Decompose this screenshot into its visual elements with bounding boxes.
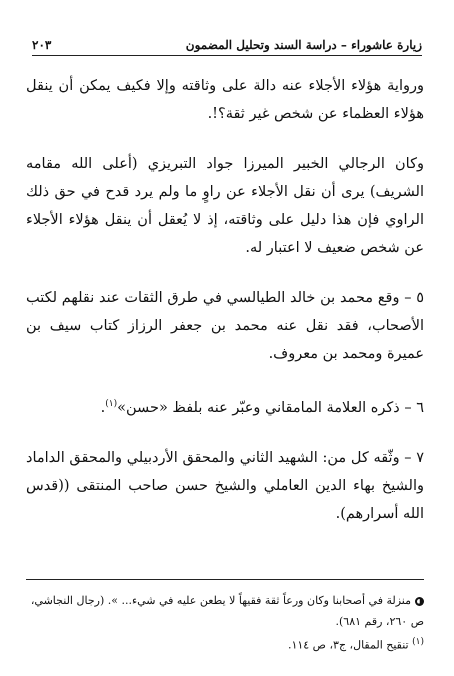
footnote-2-text: تنقيح المقال، ج٣، ص ١١٤. (287, 638, 409, 652)
footnotes (30, 590, 424, 656)
footnote-1 (30, 590, 424, 632)
paragraph-1: ورواية هؤلاء الأجلاء عنه دالة على وثاقته وإلا فكيف يمكن أن ينقل هؤلاء العظماء عن شخص غير ثقة؟!. (26, 78, 424, 122)
main-text (26, 72, 424, 528)
paragraph-7: ٧ – وثّقه كل من: الشهيد الثاني والمحقق الأردبيلي والمحقق الداماد والشيخ بهاء الدين العاملي والشيخ حسن صاحب المنتقى ((قدس الله أسرارهم). (26, 449, 424, 522)
footnote-divider (26, 579, 424, 580)
paragraph-6: ٦ – ذكره العلامة المامقاني وعبّر عنه بلفظ «حسن»$^{(١)}$. (100, 399, 424, 416)
running-header (32, 30, 422, 56)
footnote-ref: (١) (105, 399, 118, 409)
bullet-icon (415, 597, 424, 606)
paragraph-6-text: ٦ – ذكره العلامة المامقاني وعبّر عنه بلفظ «حسن» (117, 399, 424, 416)
footnote-2 (30, 632, 424, 656)
paragraph-5: ٥ – وقع محمد بن خالد الطيالسي في طرق الثقات عند نقلهم لكتب الأصحاب، فقد نقل عنه محمد بن جعفر الرزاز كتاب سيف بن عميرة ومحمد بن معروف. (26, 290, 424, 362)
header-title: زيارة عاشوراء – دراسة السند وتحليل المضمون (185, 38, 422, 52)
footnote-1-text: منزلة في أصحابنا وكان ورعاً ثقة فقيهاً لا يطعن عليه في شيء... ». (رجال النجاشي، ص ٢٦٠، رقم ٦٨١). (30, 594, 424, 628)
paragraph-2: وكان الرجالي الخبير الميرزا جواد التبريزي (أعلى الله مقامه الشريف) يرى أن نقل الأجلاء عن راوٍ ما ولم يرد قدح في حق ذلك الراوي فإن هذا دليل على وثاقته، إذ لا يُعقل أن ينقل هؤلاء الأجلاء عن شخص ضعيف لا اعتبار له. (26, 156, 424, 256)
footnote-2-ref: (١) (412, 637, 424, 647)
page-number: ٢٠٣ (32, 38, 52, 52)
